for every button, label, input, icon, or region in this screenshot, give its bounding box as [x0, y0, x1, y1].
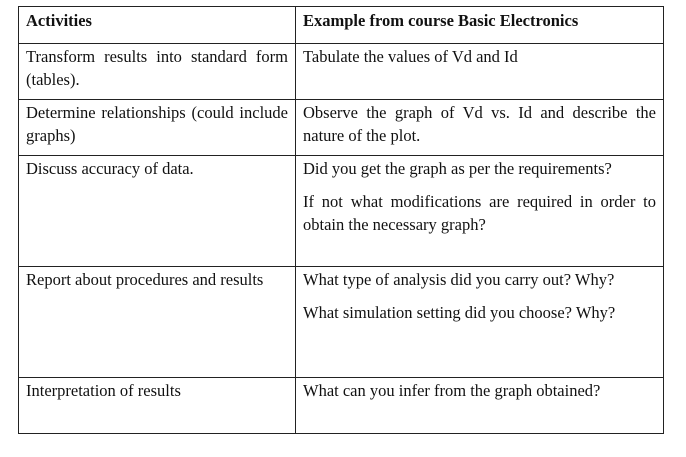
table-row — [19, 267, 664, 378]
activities-table — [18, 6, 664, 434]
example-cell — [296, 100, 664, 156]
example-cell — [296, 156, 664, 267]
example-text: Observe the graph of Vd vs. Id and describe the nature of the plot. — [303, 103, 656, 145]
table-header-row — [19, 7, 664, 44]
example-cell — [296, 378, 664, 434]
example-text: What simulation setting did you choose? Why? — [303, 303, 616, 322]
example-text: Did you get the graph as per the requirements? — [303, 159, 612, 178]
example-cell — [296, 44, 664, 100]
example-text: What type of analysis did you carry out? Why? — [303, 270, 615, 289]
table-row — [19, 44, 664, 100]
activity-cell: Transform results into standard form (tables). — [19, 44, 296, 100]
table-row — [19, 378, 664, 434]
header-activities: Activities — [19, 7, 296, 44]
example-text: What can you infer from the graph obtained? — [303, 381, 601, 400]
activity-cell: Determine relationships (could include graphs) — [19, 100, 296, 156]
table-row — [19, 100, 664, 156]
example-cell — [296, 267, 664, 378]
table-row — [19, 156, 664, 267]
activity-cell: Interpretation of results — [19, 378, 296, 434]
activity-cell: Discuss accuracy of data. — [19, 156, 296, 267]
example-text: Tabulate the values of Vd and Id — [303, 47, 518, 66]
header-example: Example from course Basic Electronics — [296, 7, 664, 44]
activity-cell: Report about procedures and results — [19, 267, 296, 378]
example-text: If not what modifications are required in order to obtain the necessary graph? — [303, 192, 656, 234]
